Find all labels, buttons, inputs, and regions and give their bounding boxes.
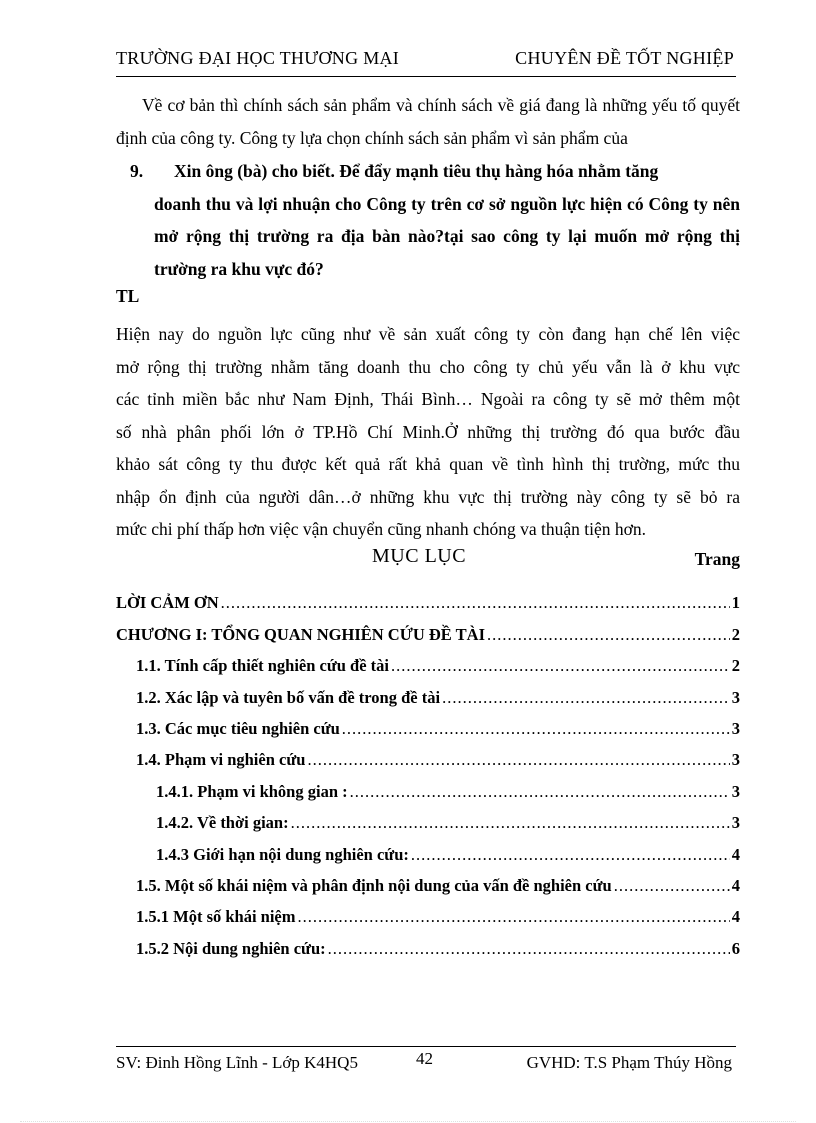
toc-entry[interactable]	[116, 708, 740, 739]
header-university: TRƯỜNG ĐẠI HỌC THƯƠNG MẠI	[116, 48, 400, 68]
page-header	[116, 44, 736, 77]
toc-leader-dots	[411, 845, 730, 865]
page-footer	[116, 1046, 736, 1077]
footer-supervisor: GVHD: T.S Phạm Thúy Hồng	[526, 1053, 732, 1072]
toc-entry-label: 1.5. Một số khái niệm và phân định nội dung của vấn đề nghiên cứu	[136, 875, 612, 895]
answer-line: Hiện nay do nguồn lực cũng như về sản xuất công ty còn đang hạn chế lên việc	[116, 324, 740, 344]
toc-entry[interactable]	[116, 739, 740, 770]
toc-leader-dots	[221, 593, 730, 613]
toc-entry-label: 1.5.1 Một số khái niệm	[136, 907, 296, 927]
toc-entry[interactable]	[116, 802, 740, 833]
page-bottom-divider	[20, 1121, 796, 1122]
toc-page-column-header: Trang	[694, 549, 740, 569]
paragraph-intro: Về cơ bản thì chính sách sản phẩm và chính sách về giá đang là những yếu tố quyết định của công ty. Công ty lựa chọn chính sách sản phẩm vì sản phẩm của	[116, 95, 740, 148]
question-line-1: Xin ông (bà) cho biết. Để đẩy mạnh tiêu thụ hàng hóa nhằm tăng	[174, 161, 659, 181]
toc-entry-page: 2	[731, 656, 740, 676]
toc-entry[interactable]	[116, 676, 740, 707]
toc-entry-label: CHƯƠNG I: TỔNG QUAN NGHIÊN CỨU ĐỀ TÀI	[116, 624, 485, 644]
toc-entry[interactable]	[116, 613, 740, 644]
toc-title: MỤC LỤC	[372, 545, 467, 567]
toc-entry-label: 1.2. Xác lập và tuyên bố vấn đề trong đề tài	[136, 687, 441, 707]
question-rest: doanh thu và lợi nhuận cho Công ty trên cơ sở nguồn lực hiện có Công ty nên mở rộng thị trường ra địa bàn nào?tại sao công ty lại muốn mở rộng thị trường ra khu vực đó?	[154, 193, 740, 279]
toc-entry[interactable]	[116, 770, 740, 801]
question-9	[116, 155, 740, 285]
toc-leader-dots	[391, 656, 730, 676]
toc-leader-dots	[350, 782, 730, 802]
toc-leader-dots	[442, 688, 730, 708]
toc-entry-label: 1.3. Các mục tiêu nghiên cứu	[136, 718, 340, 738]
toc-leader-dots	[328, 939, 730, 959]
answer-paragraph	[116, 318, 740, 546]
toc-entry-label: LỜI CẢM ƠN	[116, 593, 219, 613]
toc-leader-dots	[487, 625, 730, 645]
header-document-type: CHUYÊN ĐỀ TỐT NGHIỆP	[515, 48, 734, 68]
toc-entry[interactable]	[116, 582, 740, 613]
answer-line: các tỉnh miền bắc như Nam Định, Thái Bình… Ngoài ra công ty sẽ mở thêm một	[116, 389, 740, 409]
toc-entry-page: 3	[731, 687, 740, 707]
toc-entry-page: 2	[731, 624, 740, 644]
toc-entry[interactable]	[116, 896, 740, 927]
toc-entry-label: 1.4.1. Phạm vi không gian :	[156, 781, 348, 801]
toc-entry[interactable]	[116, 927, 740, 958]
toc-entry[interactable]	[116, 645, 740, 676]
answer-line: mức chi phí thấp hơn việc vận chuyển cũng nhanh chóng va thuận tiện hơn.	[116, 519, 647, 539]
toc-entry-page: 1	[731, 593, 740, 613]
toc-entry-page: 4	[731, 907, 740, 927]
answer-line: số nhà phân phối lớn ở TP.Hồ Chí Minh.Ở những thị trường đó qua bước đầu	[116, 421, 740, 442]
toc-entry-label: 1.4. Phạm vi nghiên cứu	[136, 750, 306, 770]
footer-student: SV: Đinh Hồng Lĩnh - Lớp K4HQ5	[116, 1053, 358, 1072]
toc-entry-page: 3	[731, 781, 740, 801]
answer-line: nhập ổn định của người dân…ở những khu vực thị trường này công ty sẽ bỏ ra	[116, 486, 740, 507]
toc-entry-page: 4	[731, 844, 740, 864]
toc-entry-page: 3	[731, 718, 740, 738]
toc-leader-dots	[614, 876, 730, 896]
toc-leader-dots	[291, 813, 730, 833]
toc-entry-label: 1.5.2 Nội dung nghiên cứu:	[136, 938, 326, 958]
toc-leader-dots	[307, 750, 729, 770]
question-number: 9.	[130, 161, 144, 181]
toc-entry-page: 3	[731, 813, 740, 833]
toc-entry[interactable]	[116, 865, 740, 896]
toc-entry[interactable]	[116, 833, 740, 864]
toc-entry-label: 1.4.2. Về thời gian:	[156, 813, 289, 833]
answer-label: TL	[116, 286, 140, 306]
toc-entry-page: 6	[731, 938, 740, 958]
table-of-contents	[116, 582, 740, 959]
toc-entry-page: 4	[731, 875, 740, 895]
answer-line: mở rộng thị trường nhằm tăng doanh thu cho công ty chủ yếu vẫn là ở khu vực	[116, 356, 740, 377]
toc-leader-dots	[342, 719, 730, 739]
toc-leader-dots	[298, 907, 730, 927]
page-number: 42	[416, 1049, 433, 1068]
toc-entry-page: 3	[731, 750, 740, 770]
toc-entry-label: 1.4.3 Giới hạn nội dung nghiên cứu:	[156, 844, 409, 864]
answer-line: khảo sát công ty thu được kết quả rất khả quan về tình hình thị trường, mức thu	[116, 454, 740, 474]
toc-entry-label: 1.1. Tính cấp thiết nghiên cứu đề tài	[136, 656, 390, 676]
